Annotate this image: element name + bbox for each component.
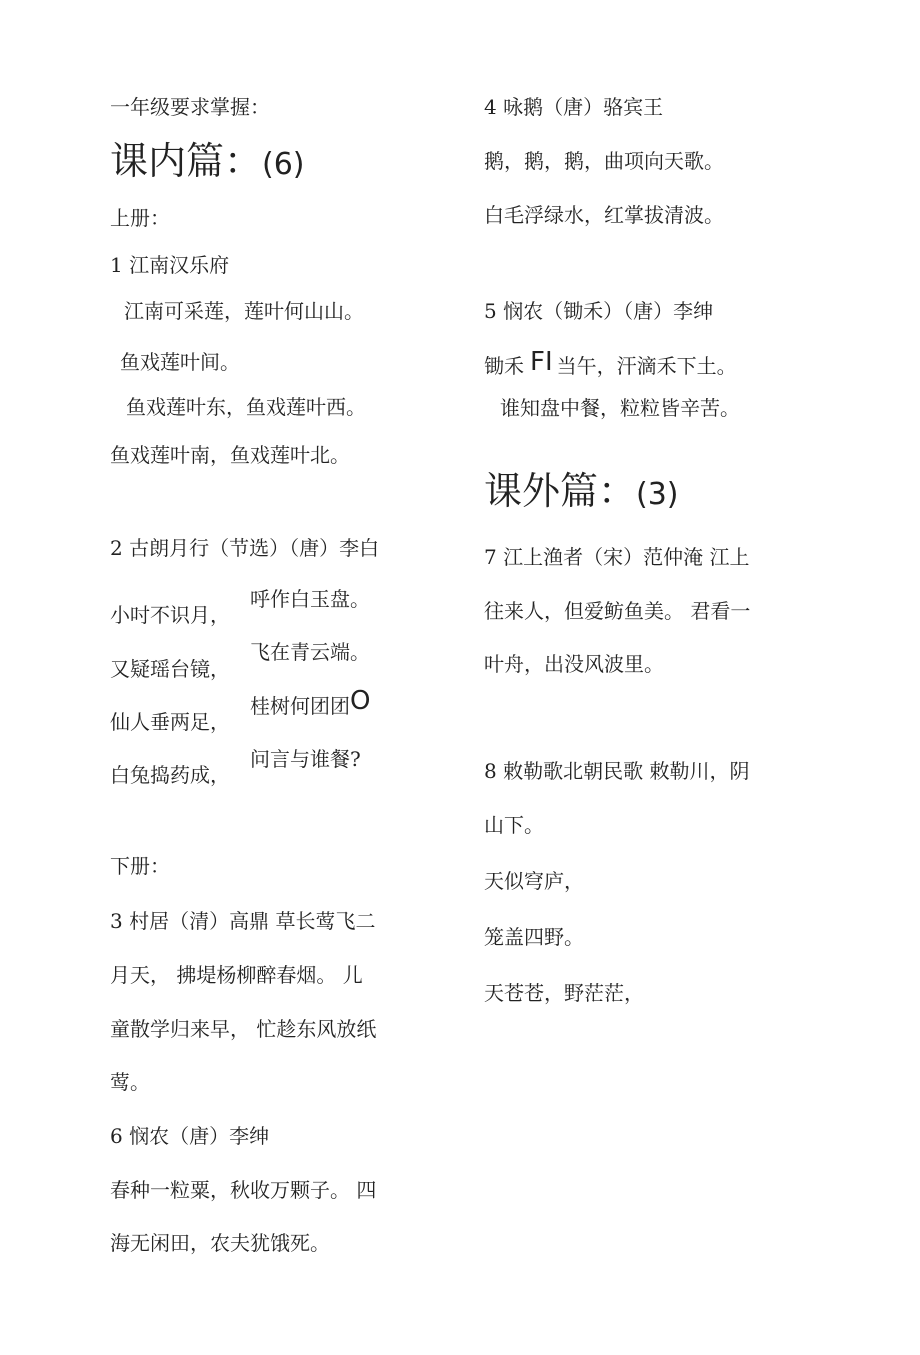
volume-up-label: 上册：	[110, 206, 170, 230]
poem-8-line: 天苍苍，野茫茫，	[484, 981, 644, 1005]
poem-3-line: 3 村居（清）高鼎 草长莺飞二	[110, 909, 376, 933]
poem-7-line: 7 江上渔者（宋）范仲淹 江上	[484, 545, 750, 569]
intro-text: 一年级要求掌握：	[110, 95, 270, 119]
section-title-label: 课内篇：	[110, 139, 263, 183]
section-title-in-class	[110, 138, 305, 188]
poem-5-line	[484, 347, 737, 379]
poem-8-line: 山下。	[484, 813, 544, 837]
poem-2-line: 问言与谁餐?	[250, 747, 361, 771]
poem-2-line-text: 桂树何团团	[250, 694, 350, 718]
section-count: (3)	[636, 477, 679, 512]
poem-8-line: 8 敕勒歌北朝民歌 敕勒川，阴	[484, 759, 750, 783]
poem-5-title: 5 悯农（锄禾）（唐）李绅	[484, 299, 714, 323]
section-title-label: 课外篇：	[484, 469, 637, 513]
poem-2-line: 白兔捣药成，	[110, 763, 230, 787]
poem-4-title: 4 咏鹅（唐）骆宾王	[484, 95, 664, 119]
poem-5-line-text: 当午，汗滴禾下土。	[556, 354, 737, 378]
poem-2-line: 仙人垂两足，	[110, 710, 230, 734]
poem-3-line: 童散学归来早， 忙趁东风放纸	[110, 1017, 377, 1041]
section-title-extra	[484, 468, 679, 518]
ocr-mark: O	[350, 686, 371, 716]
poem-4-line: 白毛浮绿水，红掌拔清波。	[484, 203, 724, 227]
poem-2-title: 2 古朗月行（节选）（唐）李白	[110, 536, 380, 560]
poem-6-line: 海无闲田，农夫犹饿死。	[110, 1231, 330, 1255]
poem-1-line: 江南可采莲，莲叶何山山。	[124, 299, 364, 323]
poem-1-title: 1 江南汉乐府	[110, 253, 230, 277]
poem-8-line: 天似穹庐，	[484, 869, 584, 893]
poem-4-line: 鹅，鹅，鹅，曲项向天歌。	[484, 149, 724, 173]
poem-7-line: 叶舟，出没风波里。	[484, 652, 664, 676]
ocr-mark: FI	[530, 347, 553, 377]
poem-1-line: 鱼戏莲叶南，鱼戏莲叶北。	[110, 443, 350, 467]
poem-5-line: 谁知盘中餐，粒粒皆辛苦。	[500, 396, 740, 420]
poem-2-line	[250, 686, 371, 719]
poem-7-line: 往来人，但爱鲂鱼美。 君看一	[484, 599, 751, 623]
volume-down-label: 下册：	[110, 854, 170, 878]
poem-8-line: 笼盖四野。	[484, 925, 584, 949]
poem-1-line: 鱼戏莲叶间。	[120, 350, 240, 374]
poem-1-line: 鱼戏莲叶东，鱼戏莲叶西。	[126, 395, 366, 419]
poem-2-line: 飞在青云端。	[250, 640, 370, 664]
poem-3-line: 莺。	[110, 1070, 150, 1094]
poem-6-title: 6 悯农（唐）李绅	[110, 1124, 270, 1148]
poem-2-line: 小吋不识月，	[110, 603, 230, 627]
poem-6-line: 春种一粒粟，秋收万颗子。 四	[110, 1178, 377, 1202]
poem-3-line: 月天， 拂堤杨柳醉春烟。 儿	[110, 963, 363, 987]
poem-2-line: 呼作白玉盘。	[250, 587, 370, 611]
poem-2-line: 又疑瑶台镜，	[110, 657, 230, 681]
poem-5-line-text: 锄禾	[484, 354, 524, 378]
section-count: (6)	[262, 147, 305, 182]
